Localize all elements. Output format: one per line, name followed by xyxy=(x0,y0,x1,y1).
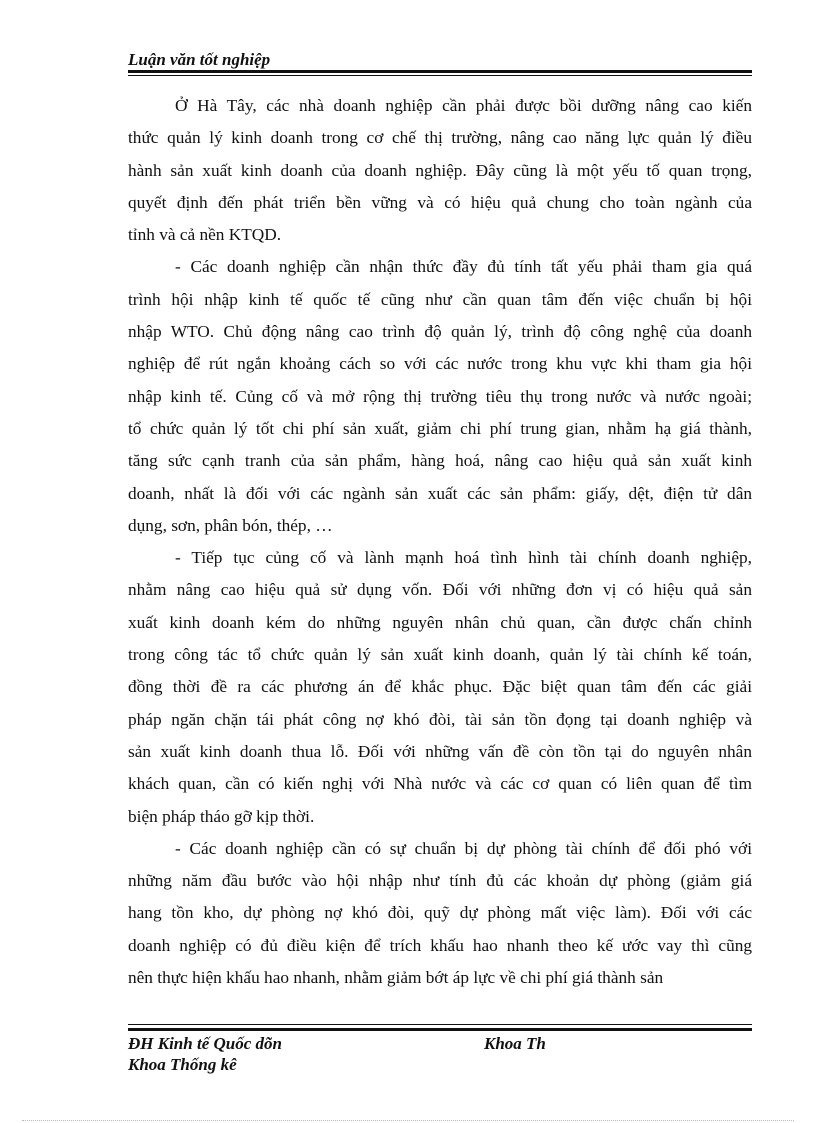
text-line: - Tiếp tục củng cố và lành mạnh hoá tình hình tài chính doanh nghiệp, xyxy=(175,548,752,568)
text-line: trình hội nhập kinh tế quốc tế cũng như cần quan tâm đến việc chuẩn bị hội xyxy=(128,289,752,309)
text-line: trong công tác tổ chức quản lý sản xuất kinh doanh, quản lý tài chính kế toán, xyxy=(128,645,752,665)
paragraph-1 xyxy=(128,90,752,251)
paragraph-2 xyxy=(128,251,752,542)
paragraph-4 xyxy=(128,833,752,994)
header-rule-thick xyxy=(128,70,752,73)
text-line: Ở Hà Tây, các nhà doanh nghiệp cần phải được bồi dưỡng nâng cao kiến xyxy=(175,96,752,115)
text-line: hang tồn kho, dự phòng nợ khó đòi, quỹ dự phòng mất việc làm). Đối với các xyxy=(128,903,752,923)
text-line: sản xuất kinh doanh thua lỗ. Đối với những vấn đề còn tồn tại do nguyên nhân xyxy=(128,741,752,761)
text-line: xuất kinh doanh kém do những nguyên nhân chủ quan, cần được chấn chỉnh xyxy=(128,612,752,632)
text-line: doanh nghiệp có đủ điều kiện để trích khấu hao nhanh theo kế ước vay thì cũng xyxy=(128,935,752,955)
footer-rule-thin xyxy=(128,1024,752,1025)
text-line: nhập WTO. Chủ động nâng cao trình độ quản lý, trình độ công nghệ của doanh xyxy=(128,322,752,342)
text-line: những năm đầu bước vào hội nhập như tính đủ các khoản dự phòng (giảm giá xyxy=(128,871,752,891)
text-line: nhập kinh tế. Củng cố và mở rộng thị trường tiêu thụ trong nước và nước ngoài; xyxy=(128,386,752,406)
text-line: thức quản lý kinh doanh trong cơ chế thị trường, nâng cao năng lực quản lý điều xyxy=(128,128,752,148)
text-line: đồng thời đề ra các phương án để khắc phục. Đặc biệt quan tâm đến các giải xyxy=(128,677,752,697)
text-line: tổ chức quản lý tốt chi phí sản xuất, giảm chi phí trung gian, nhằm hạ giá thành, xyxy=(128,418,752,438)
footer-rule-thick xyxy=(128,1028,752,1031)
text-line: nhằm nâng cao hiệu quả sử dụng vốn. Đối với những đơn vị có hiệu quả sản xyxy=(128,580,752,600)
text-line: dụng, sơn, phân bón, thép, … xyxy=(128,515,333,535)
text-line: khách quan, cần có kiến nghị với Nhà nước và các cơ quan có liên quan để tìm xyxy=(128,774,752,794)
text-line: tỉnh và cả nền KTQD. xyxy=(128,225,282,245)
body-text xyxy=(128,90,752,994)
text-line: - Các doanh nghiệp cần có sự chuẩn bị dự phòng tài chính để đối phó với xyxy=(175,838,752,858)
footer-university: ĐH Kinh tế Quốc dõn xyxy=(128,1034,282,1053)
page-bottom-border xyxy=(22,1120,794,1121)
text-line: hành sản xuất kinh doanh của doanh nghiệp. Đây cũng là một yếu tố quan trọng, xyxy=(128,160,752,180)
paragraph-3 xyxy=(128,542,752,833)
text-line: quyết định đến phát triển bền vững và có hiệu quả chung cho toàn ngành của xyxy=(128,192,752,212)
header-rule-thin xyxy=(128,75,752,76)
text-line: nên thực hiện khấu hao nhanh, nhằm giảm bớt áp lực về chi phí giá thành sản xyxy=(128,968,664,988)
text-line: pháp ngăn chặn tái phát công nợ khó đòi, tài sản tồn đọng tại doanh nghiệp và xyxy=(128,709,752,729)
text-line: doanh, nhất là đối với các ngành sản xuất các sản phẩm: giấy, dệt, điện tử dân xyxy=(128,483,752,503)
header-title: Luận văn tốt nghiệp xyxy=(128,50,271,69)
text-line: - Các doanh nghiệp cần nhận thức đầy đủ tính tất yếu phải tham gia quá xyxy=(175,257,752,277)
text-line: tăng sức cạnh tranh của sản phẩm, hàng hoá, nâng cao hiệu quả sản xuất kinh xyxy=(128,451,752,471)
text-line: nghiệp để rút ngắn khoảng cách so với các nước trong khu vực khi tham gia hội xyxy=(128,354,752,374)
text-line: biện pháp tháo gỡ kịp thời. xyxy=(128,806,315,826)
footer-department: Khoa Thống kê xyxy=(128,1055,237,1074)
footer-faculty: Khoa Th xyxy=(484,1034,546,1053)
